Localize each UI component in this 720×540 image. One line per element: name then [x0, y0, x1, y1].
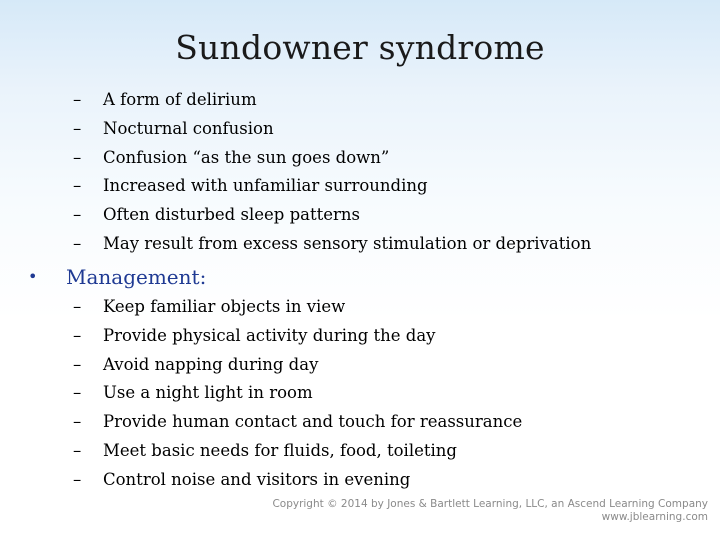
management-list [73, 293, 522, 495]
list-item [73, 172, 591, 201]
list-item-text: Often disturbed sleep patterns [103, 205, 360, 225]
list-item [73, 466, 522, 495]
dash-marker: – [73, 383, 82, 403]
bullet-icon: • [28, 267, 38, 286]
list-item [73, 351, 522, 380]
list-item-text: Increased with unfamiliar surrounding [103, 176, 428, 196]
dash-marker: – [73, 440, 82, 460]
list-item [73, 115, 591, 144]
slide-title: Sundowner syndrome [175, 28, 545, 67]
publisher-url: www.jblearning.com [601, 511, 708, 523]
list-item-text: Provide human contact and touch for reassurance [103, 412, 523, 432]
management-heading-text: Management: [66, 265, 207, 289]
list-item-text: Use a night light in room [103, 383, 313, 403]
symptom-list [73, 86, 591, 259]
dash-marker: – [73, 354, 82, 374]
list-item-text: Provide physical activity during the day [103, 325, 436, 345]
list-item [73, 201, 591, 230]
dash-marker: – [73, 469, 82, 489]
list-item-text: Control noise and visitors in evening [103, 469, 411, 489]
dash-marker: – [73, 325, 82, 345]
dash-marker: – [73, 90, 82, 109]
copyright-footer [272, 498, 708, 524]
dash-marker: – [73, 297, 82, 316]
management-heading [28, 262, 206, 292]
list-item [73, 322, 522, 351]
list-item-text: Keep familiar objects in view [103, 297, 346, 316]
dash-marker: – [73, 233, 82, 253]
list-item [73, 86, 591, 115]
list-item-text: Confusion “as the sun goes down” [103, 147, 390, 167]
list-item [73, 379, 522, 408]
list-item-text: A form of delirium [103, 90, 257, 109]
copyright-text: Copyright © 2014 by Jones & Bartlett Learning, LLC, an Ascend Learning Company [272, 498, 708, 510]
dash-marker: – [73, 205, 82, 225]
dash-marker: – [73, 118, 82, 138]
list-item [73, 408, 522, 437]
dash-marker: – [73, 412, 82, 432]
list-item [73, 144, 591, 173]
list-item [73, 437, 522, 466]
list-item-text: Avoid napping during day [103, 354, 319, 374]
list-item [73, 293, 522, 322]
dash-marker: – [73, 176, 82, 196]
list-item-text: Meet basic needs for fluids, food, toileting [103, 440, 457, 460]
list-item-text: Nocturnal confusion [103, 118, 274, 138]
list-item [73, 230, 591, 259]
list-item-text: May result from excess sensory stimulation or deprivation [103, 233, 592, 253]
dash-marker: – [73, 147, 82, 167]
